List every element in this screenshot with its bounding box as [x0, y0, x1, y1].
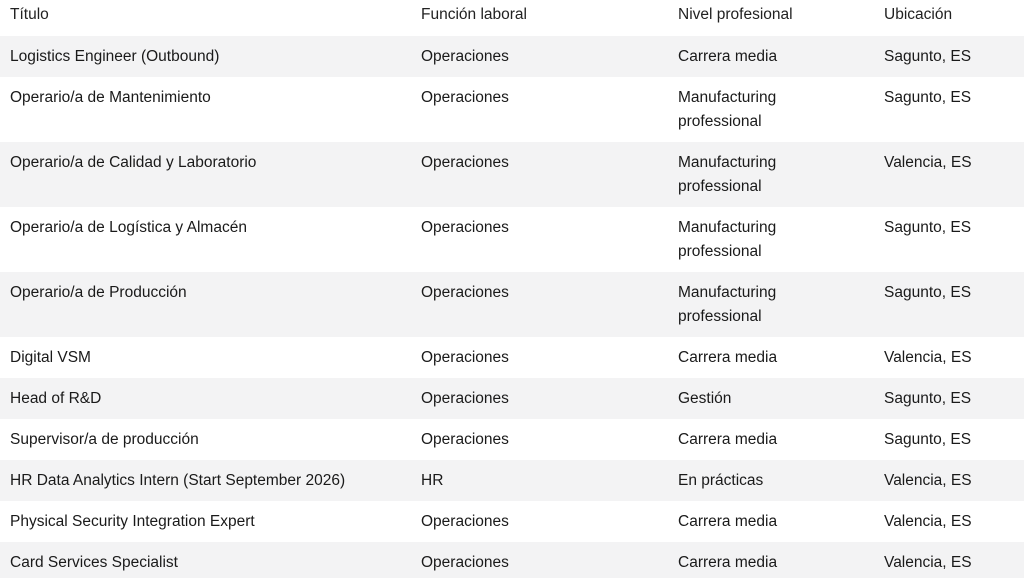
table-row[interactable] [0, 419, 1024, 460]
job-function: Operaciones [421, 390, 509, 407]
job-function: Operaciones [421, 89, 509, 106]
job-location: Sagunto, ES [884, 431, 972, 448]
job-level: Carrera media [678, 349, 778, 366]
job-title-link[interactable]: Card Services Specialist [10, 554, 178, 571]
job-title-link[interactable]: Supervisor/a de producción [10, 431, 199, 448]
table-row[interactable] [0, 337, 1024, 378]
job-function: Operaciones [421, 349, 509, 366]
job-title-link[interactable]: HR Data Analytics Intern (Start September 2026) [10, 472, 346, 489]
job-level: Manufacturing professional [678, 219, 777, 260]
job-function: Operaciones [421, 219, 509, 236]
table-row[interactable] [0, 378, 1024, 419]
job-function: Operaciones [421, 154, 509, 171]
job-location: Valencia, ES [884, 472, 972, 489]
table-header [0, 0, 1024, 36]
job-function: HR [421, 472, 444, 489]
job-level: Carrera media [678, 554, 778, 571]
job-function: Operaciones [421, 48, 509, 65]
job-function: Operaciones [421, 513, 509, 530]
job-title-link[interactable]: Operario/a de Logística y Almacén [10, 219, 247, 236]
job-location: Valencia, ES [884, 513, 972, 530]
job-level: Carrera media [678, 48, 778, 65]
table-row[interactable] [0, 142, 1024, 207]
job-location: Sagunto, ES [884, 89, 972, 106]
job-level: Carrera media [678, 513, 778, 530]
job-level: Gestión [678, 390, 732, 407]
column-header-title[interactable]: Título [10, 6, 49, 23]
job-location: Valencia, ES [884, 349, 972, 366]
job-location: Sagunto, ES [884, 284, 972, 301]
job-location: Sagunto, ES [884, 48, 972, 65]
job-title-link[interactable]: Operario/a de Producción [10, 284, 187, 301]
job-level: Manufacturing professional [678, 154, 777, 195]
job-title-link[interactable]: Physical Security Integration Expert [10, 513, 255, 530]
job-title-link[interactable]: Digital VSM [10, 349, 91, 366]
job-level: Carrera media [678, 431, 778, 448]
table-row[interactable] [0, 36, 1024, 77]
job-location: Valencia, ES [884, 554, 972, 571]
column-header-location[interactable]: Ubicación [884, 6, 953, 23]
job-title-link[interactable]: Head of R&D [10, 390, 102, 407]
column-header-function[interactable]: Función laboral [421, 6, 527, 23]
job-location: Valencia, ES [884, 154, 972, 171]
job-location: Sagunto, ES [884, 219, 972, 236]
job-function: Operaciones [421, 554, 509, 571]
table-row[interactable] [0, 460, 1024, 501]
job-location: Sagunto, ES [884, 390, 972, 407]
table-row[interactable] [0, 207, 1024, 272]
job-title-link[interactable]: Logistics Engineer (Outbound) [10, 48, 220, 65]
job-function: Operaciones [421, 431, 509, 448]
table-row[interactable] [0, 77, 1024, 142]
job-level: En prácticas [678, 472, 764, 489]
job-function: Operaciones [421, 284, 509, 301]
job-title-link[interactable]: Operario/a de Mantenimiento [10, 89, 211, 106]
job-title-link[interactable]: Operario/a de Calidad y Laboratorio [10, 154, 257, 171]
table-row[interactable] [0, 542, 1024, 578]
job-level: Manufacturing professional [678, 284, 777, 325]
table-row[interactable] [0, 272, 1024, 337]
column-header-level[interactable]: Nivel profesional [678, 6, 793, 23]
job-level: Manufacturing professional [678, 89, 777, 130]
table-row[interactable] [0, 501, 1024, 542]
